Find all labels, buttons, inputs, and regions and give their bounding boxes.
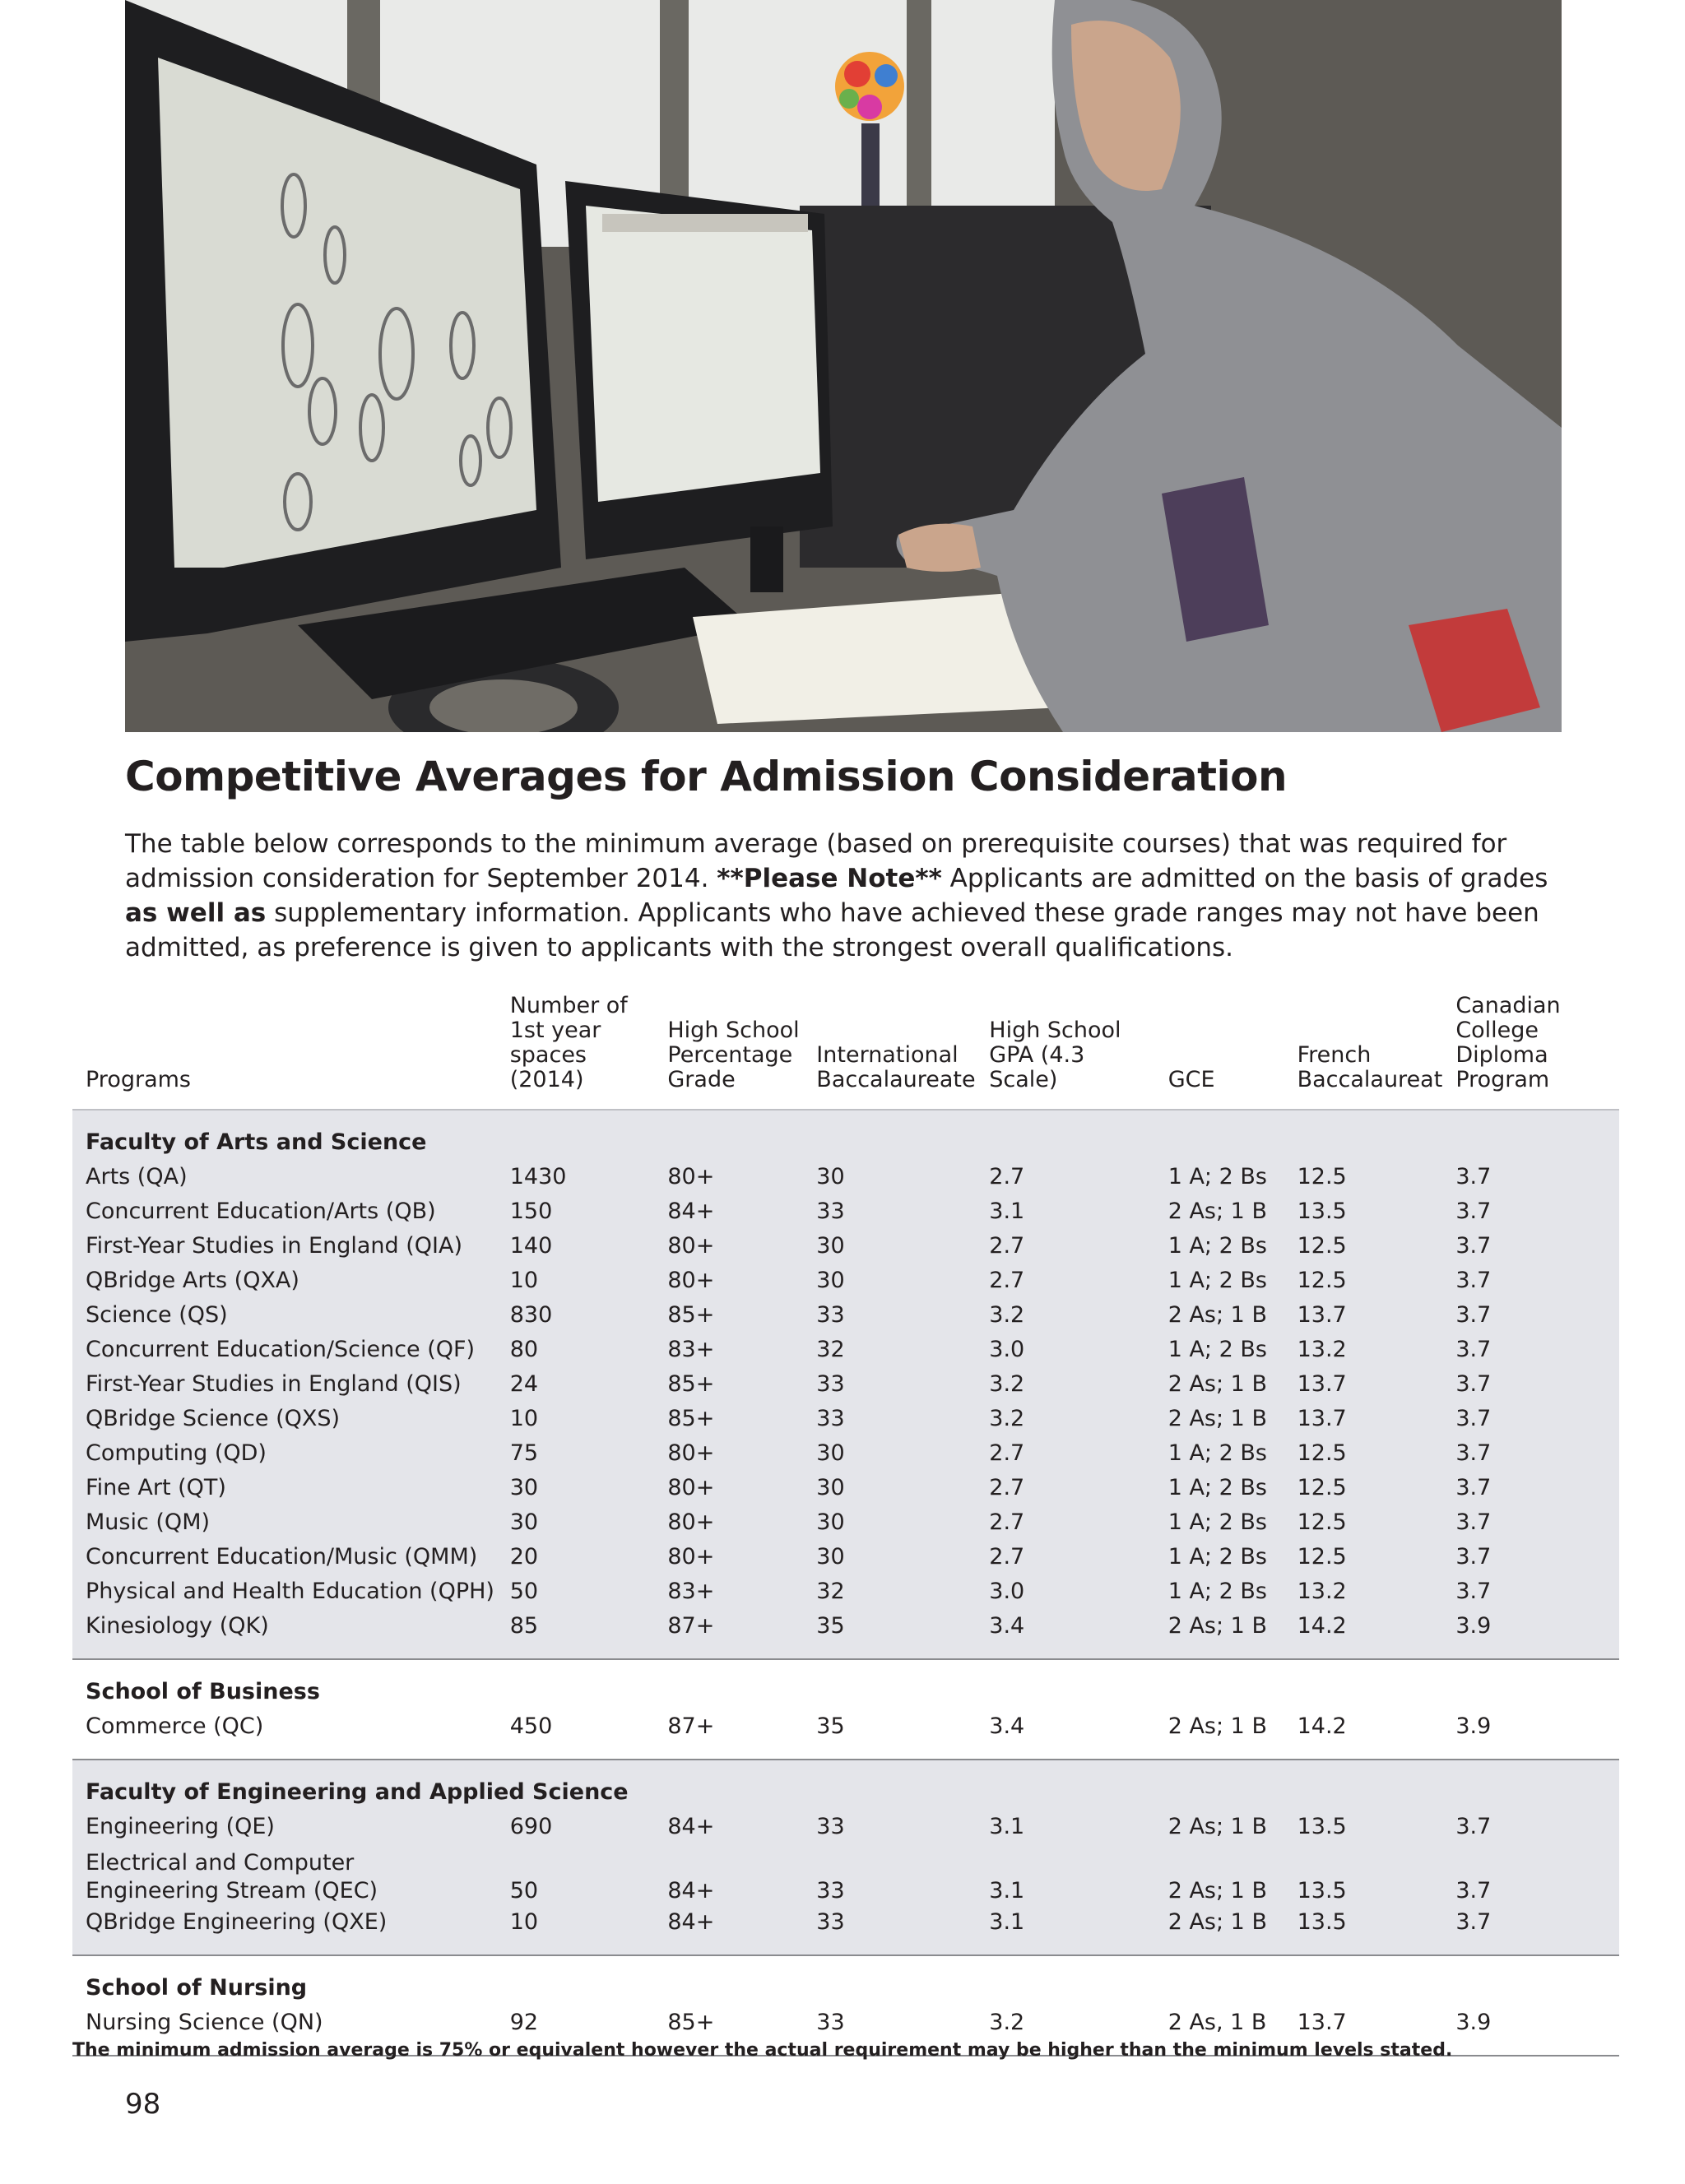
cell-hs-gpa: 3.1 xyxy=(976,1844,1154,1905)
cell-hs-gpa: 2.7 xyxy=(976,1505,1154,1540)
cell-ib: 32 xyxy=(803,1574,976,1609)
cell-french-bacc: 12.5 xyxy=(1284,1505,1443,1540)
header-hs-gpa: High School GPA (4.3 Scale) xyxy=(989,1018,1121,1092)
cell-gce: 1 A; 2 Bs xyxy=(1155,1436,1284,1471)
table-row xyxy=(72,1367,1619,1402)
header-gce: GCE xyxy=(1167,1067,1215,1092)
cell-canadian-college: 3.9 xyxy=(1442,1609,1619,1659)
cell-spaces: 20 xyxy=(497,1540,655,1574)
header-french-bacc: French Baccalaureat xyxy=(1297,1042,1443,1092)
cell-gce: 2 As; 1 B xyxy=(1155,1194,1284,1229)
group-school-of-business xyxy=(72,1659,1619,1760)
cell-canadian-college: 3.7 xyxy=(1442,1367,1619,1402)
cell-french-bacc: 13.2 xyxy=(1284,1333,1443,1367)
cell-canadian-college: 3.7 xyxy=(1442,1505,1619,1540)
cell-canadian-college: 3.7 xyxy=(1442,1194,1619,1229)
cell-spaces: 150 xyxy=(497,1194,655,1229)
cell-hs-percentage: 85+ xyxy=(654,1402,803,1436)
cell-ib: 33 xyxy=(816,2010,845,2035)
cell-hs-percentage: 85+ xyxy=(654,1298,803,1333)
cell-gce: 1 A; 2 Bs xyxy=(1155,1160,1284,1194)
cell-hs-gpa: 3.2 xyxy=(976,1367,1154,1402)
cell-gce: 1 A; 2 Bs xyxy=(1155,1229,1284,1264)
cell-spaces: 30 xyxy=(497,1471,655,1505)
cell-canadian-college: 3.7 xyxy=(1442,1574,1619,1609)
intro-note: **Please Note** xyxy=(717,864,942,893)
table-row xyxy=(72,1194,1619,1229)
cell-canadian-college: 3.7 xyxy=(1442,1160,1619,1194)
group-title: Faculty of Engineering and Applied Science xyxy=(72,1760,1619,1810)
cell-gce: 2 As; 1 B xyxy=(1155,1367,1284,1402)
table-row xyxy=(72,1810,1619,1844)
cell-gce: 1 A; 2 Bs xyxy=(1155,1264,1284,1298)
cell-hs-percentage: 80+ xyxy=(654,1160,803,1194)
intro-text-2: Applicants are admitted on the basis of grades xyxy=(941,864,1548,893)
cell-hs-percentage: 84+ xyxy=(654,1905,803,1955)
cell-hs-gpa: 2.7 xyxy=(976,1436,1154,1471)
cell-hs-percentage: 87+ xyxy=(667,1713,715,1739)
cell-spaces: 1430 xyxy=(497,1160,655,1194)
cell-program: Nursing Science (QN) xyxy=(86,2010,323,2035)
cell-ib: 33 xyxy=(803,1367,976,1402)
header-ib: International Baccalaureate xyxy=(816,1042,976,1092)
page-number: 98 xyxy=(125,2088,161,2121)
cell-gce: 1 A; 2 Bs xyxy=(1155,1540,1284,1574)
intro-emphasis: as well as xyxy=(125,898,267,928)
cell-french-bacc: 12.5 xyxy=(1284,1471,1443,1505)
group-title: School of Nursing xyxy=(86,1975,308,2001)
cell-spaces: 50 xyxy=(497,1574,655,1609)
cell-spaces: 80 xyxy=(497,1333,655,1367)
header-row xyxy=(72,994,1619,1110)
cell-program: QBridge Engineering (QXE) xyxy=(72,1905,497,1955)
group-faculty-of-engineering-and-applied-science xyxy=(72,1760,1619,1955)
cell-hs-gpa: 2.7 xyxy=(976,1160,1154,1194)
cell-hs-gpa: 3.1 xyxy=(976,1905,1154,1955)
table-row xyxy=(72,1229,1619,1264)
cell-spaces: 690 xyxy=(497,1810,655,1844)
cell-french-bacc: 13.5 xyxy=(1284,1194,1443,1229)
cell-hs-gpa: 3.2 xyxy=(989,2010,1025,2035)
cell-spaces: 830 xyxy=(497,1298,655,1333)
cell-program: QBridge Science (QXS) xyxy=(72,1402,497,1436)
cell-hs-gpa: 3.2 xyxy=(976,1402,1154,1436)
table-row xyxy=(72,1264,1619,1298)
cell-canadian-college: 3.7 xyxy=(1442,1402,1619,1436)
cell-canadian-college: 3.7 xyxy=(1442,1844,1619,1905)
cell-canadian-college: 3.7 xyxy=(1442,1298,1619,1333)
cell-french-bacc: 13.7 xyxy=(1284,1367,1443,1402)
cell-program: Concurrent Education/Science (QF) xyxy=(72,1333,497,1367)
cell-spaces: 10 xyxy=(497,1402,655,1436)
cell-program: First-Year Studies in England (QIA) xyxy=(72,1229,497,1264)
cell-spaces: 85 xyxy=(497,1609,655,1659)
cell-hs-percentage: 87+ xyxy=(654,1609,803,1659)
cell-hs-gpa: 3.1 xyxy=(976,1194,1154,1229)
cell-canadian-college: 3.9 xyxy=(1455,2010,1492,2035)
table-row xyxy=(72,1540,1619,1574)
cell-french-bacc: 12.5 xyxy=(1284,1229,1443,1264)
header-spaces: Number of 1st year spaces (2014) xyxy=(509,993,628,1092)
cell-canadian-college: 3.9 xyxy=(1455,1713,1492,1739)
cell-ib: 30 xyxy=(803,1264,976,1298)
table-row xyxy=(72,1333,1619,1367)
cell-hs-gpa: 2.7 xyxy=(976,1229,1154,1264)
cell-gce: 2 As; 1 B xyxy=(1155,1609,1284,1659)
cell-program: Engineering (QE) xyxy=(72,1810,497,1844)
cell-ib: 35 xyxy=(803,1609,976,1659)
cell-spaces: 10 xyxy=(497,1264,655,1298)
cell-canadian-college: 3.7 xyxy=(1442,1229,1619,1264)
cell-program: Physical and Health Education (QPH) xyxy=(72,1574,497,1609)
header-programs: Programs xyxy=(86,1067,191,1092)
cell-hs-gpa: 3.2 xyxy=(976,1298,1154,1333)
cell-french-bacc: 13.7 xyxy=(1284,1298,1443,1333)
group-header-row xyxy=(72,1659,1619,1709)
cell-ib: 30 xyxy=(803,1229,976,1264)
cell-gce: 2 As, 1 B xyxy=(1167,2010,1267,2035)
cell-hs-percentage: 80+ xyxy=(654,1540,803,1574)
table-row xyxy=(72,1471,1619,1505)
cell-hs-percentage: 80+ xyxy=(654,1229,803,1264)
cell-french-bacc: 14.2 xyxy=(1284,1609,1443,1659)
student-at-computer-image xyxy=(125,0,1562,732)
intro-text-3: supplementary information. Applicants who have achieved these grade ranges may not have been admitted, as preference is given to applicants with the strongest overall qualifications. xyxy=(125,898,1539,962)
header-canadian-college: Canadian College Diploma Program xyxy=(1455,993,1561,1092)
cell-french-bacc: 12.5 xyxy=(1284,1264,1443,1298)
cell-hs-percentage: 85+ xyxy=(667,2010,715,2035)
page-title: Competitive Averages for Admission Consideration xyxy=(125,753,1288,800)
table-row xyxy=(72,1844,1619,1905)
cell-canadian-college: 3.7 xyxy=(1442,1436,1619,1471)
cell-french-bacc: 12.5 xyxy=(1284,1160,1443,1194)
cell-ib: 32 xyxy=(803,1333,976,1367)
cell-program: QBridge Arts (QXA) xyxy=(72,1264,497,1298)
group-faculty-of-arts-and-science xyxy=(72,1110,1619,1659)
admissions-table xyxy=(72,994,1619,2056)
cell-spaces: 140 xyxy=(497,1229,655,1264)
cell-french-bacc: 14.2 xyxy=(1297,1713,1347,1739)
cell-program: Commerce (QC) xyxy=(86,1713,264,1739)
table-row xyxy=(72,1505,1619,1540)
cell-canadian-college: 3.7 xyxy=(1442,1333,1619,1367)
cell-hs-gpa: 2.7 xyxy=(976,1264,1154,1298)
cell-gce: 1 A; 2 Bs xyxy=(1155,1333,1284,1367)
cell-ib: 30 xyxy=(803,1540,976,1574)
cell-spaces: 50 xyxy=(497,1844,655,1905)
cell-gce: 2 As; 1 B xyxy=(1155,1905,1284,1955)
cell-canadian-college: 3.7 xyxy=(1442,1540,1619,1574)
cell-french-bacc: 13.2 xyxy=(1284,1574,1443,1609)
cell-hs-percentage: 80+ xyxy=(654,1436,803,1471)
cell-ib: 30 xyxy=(803,1436,976,1471)
cell-gce: 2 As; 1 B xyxy=(1167,1713,1267,1739)
cell-ib: 33 xyxy=(803,1810,976,1844)
cell-hs-gpa: 3.4 xyxy=(989,1713,1025,1739)
cell-french-bacc: 13.5 xyxy=(1284,1905,1443,1955)
cell-ib: 33 xyxy=(803,1194,976,1229)
cell-gce: 2 As; 1 B xyxy=(1155,1298,1284,1333)
cell-gce: 2 As; 1 B xyxy=(1155,1810,1284,1844)
cell-spaces: 24 xyxy=(497,1367,655,1402)
cell-ib: 33 xyxy=(803,1402,976,1436)
cell-hs-percentage: 80+ xyxy=(654,1264,803,1298)
table-row xyxy=(72,1905,1619,1955)
cell-ib: 30 xyxy=(803,1471,976,1505)
cell-gce: 1 A; 2 Bs xyxy=(1155,1505,1284,1540)
cell-spaces: 75 xyxy=(497,1436,655,1471)
cell-french-bacc: 13.7 xyxy=(1284,1402,1443,1436)
cell-ib: 33 xyxy=(803,1298,976,1333)
header-hs-percentage: High School Percentage Grade xyxy=(667,1018,800,1092)
table-row xyxy=(72,1160,1619,1194)
cell-program: Kinesiology (QK) xyxy=(72,1609,497,1659)
cell-canadian-college: 3.7 xyxy=(1442,1905,1619,1955)
cell-program: Computing (QD) xyxy=(72,1436,497,1471)
cell-hs-percentage: 85+ xyxy=(654,1367,803,1402)
group-header-row xyxy=(72,1110,1619,1160)
cell-spaces: 30 xyxy=(497,1505,655,1540)
cell-gce: 1 A; 2 Bs xyxy=(1155,1574,1284,1609)
cell-gce: 2 As; 1 B xyxy=(1155,1844,1284,1905)
group-title: School of Business xyxy=(86,1679,320,1704)
cell-gce: 1 A; 2 Bs xyxy=(1155,1471,1284,1505)
group-header-row xyxy=(72,1760,1619,1810)
cell-hs-gpa: 2.7 xyxy=(976,1540,1154,1574)
table-row xyxy=(72,1436,1619,1471)
cell-hs-percentage: 80+ xyxy=(654,1505,803,1540)
header-photo xyxy=(125,0,1562,732)
cell-hs-percentage: 84+ xyxy=(654,1194,803,1229)
cell-hs-gpa: 3.4 xyxy=(976,1609,1154,1659)
cell-french-bacc: 13.5 xyxy=(1284,1844,1443,1905)
cell-spaces: 92 xyxy=(509,2010,539,2035)
cell-program: Electrical and Computer Engineering Stream (QEC) xyxy=(72,1844,497,1905)
cell-spaces: 450 xyxy=(509,1713,553,1739)
cell-ib: 30 xyxy=(803,1160,976,1194)
cell-hs-gpa: 3.0 xyxy=(976,1333,1154,1367)
cell-hs-percentage: 80+ xyxy=(654,1471,803,1505)
cell-hs-percentage: 84+ xyxy=(654,1810,803,1844)
cell-hs-gpa: 3.0 xyxy=(976,1574,1154,1609)
cell-program: Fine Art (QT) xyxy=(72,1471,497,1505)
cell-canadian-college: 3.7 xyxy=(1442,1264,1619,1298)
intro-text-1: The table below corresponds to the minimum average (based on prerequisite courses) that was required for admission consideration for September 2014. xyxy=(125,829,1507,893)
footnote: The minimum admission average is 75% or equivalent however the actual requirement may be higher than the minimum levels stated. xyxy=(72,2040,1453,2061)
cell-hs-gpa: 2.7 xyxy=(976,1471,1154,1505)
cell-ib: 33 xyxy=(803,1844,976,1905)
cell-hs-percentage: 84+ xyxy=(654,1844,803,1905)
cell-french-bacc: 12.5 xyxy=(1284,1540,1443,1574)
cell-program: Concurrent Education/Music (QMM) xyxy=(72,1540,497,1574)
cell-french-bacc: 13.5 xyxy=(1284,1810,1443,1844)
cell-gce: 2 As; 1 B xyxy=(1155,1402,1284,1436)
cell-ib: 30 xyxy=(803,1505,976,1540)
cell-spaces: 10 xyxy=(497,1905,655,1955)
intro-paragraph xyxy=(125,827,1573,965)
cell-program: Science (QS) xyxy=(72,1298,497,1333)
table-row xyxy=(72,1709,1619,1760)
cell-program: Concurrent Education/Arts (QB) xyxy=(72,1194,497,1229)
cell-french-bacc: 13.7 xyxy=(1297,2010,1347,2035)
table-row xyxy=(72,1298,1619,1333)
cell-program: First-Year Studies in England (QIS) xyxy=(72,1367,497,1402)
group-title: Faculty of Arts and Science xyxy=(72,1110,1619,1160)
cell-hs-percentage: 83+ xyxy=(654,1333,803,1367)
table-row xyxy=(72,1574,1619,1609)
cell-french-bacc: 12.5 xyxy=(1284,1436,1443,1471)
cell-canadian-college: 3.7 xyxy=(1442,1471,1619,1505)
table-row xyxy=(72,1402,1619,1436)
table-header xyxy=(72,994,1619,1110)
cell-ib: 33 xyxy=(803,1905,976,1955)
cell-ib: 35 xyxy=(816,1713,845,1739)
table-row xyxy=(72,1609,1619,1659)
cell-program: Music (QM) xyxy=(72,1505,497,1540)
cell-hs-percentage: 83+ xyxy=(654,1574,803,1609)
cell-canadian-college: 3.7 xyxy=(1442,1810,1619,1844)
cell-program: Arts (QA) xyxy=(72,1160,497,1194)
group-header-row xyxy=(72,1955,1619,2005)
cell-hs-gpa: 3.1 xyxy=(976,1810,1154,1844)
